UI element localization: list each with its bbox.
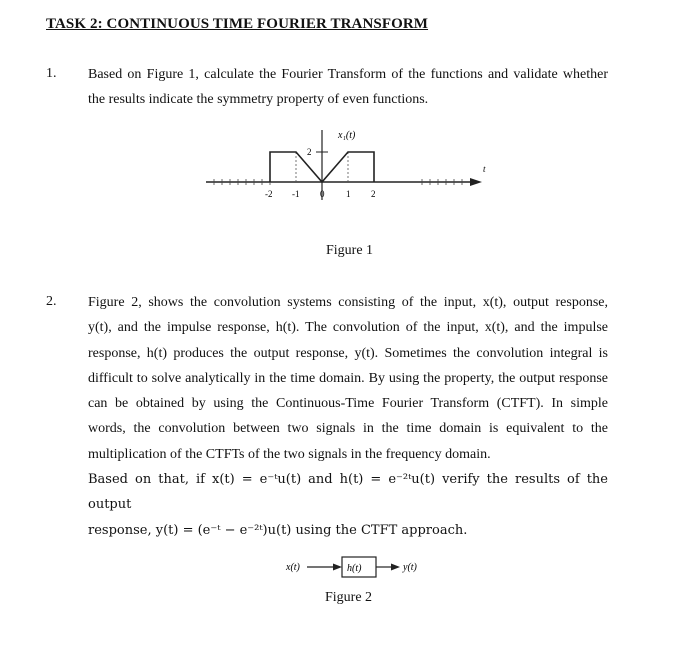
question-2-text	[88, 290, 608, 543]
question-2-line: response, y(t) = (e⁻ᵗ − e⁻²ᵗ)u(t) using the CTFT approach.	[88, 522, 468, 538]
question-2-line: can be obtained by using the Continuous-Time Fourier Transform (CTFT). In simple	[88, 396, 608, 412]
question-2-line: Figure 2, shows the convolution systems consisting of the input, x(t), output response,	[88, 295, 608, 310]
x-tick-label: -2	[265, 189, 273, 199]
figure-2-caption: Figure 2	[325, 590, 373, 605]
question-2-line: y(t), and the impulse response, h(t). The convolution of the input, x(t), and the impulse	[88, 320, 608, 336]
question-2-number: 2.	[46, 294, 57, 309]
question-1-line: the results indicate the symmetry property of even functions.	[88, 92, 429, 108]
question-1-number: 1.	[46, 66, 57, 81]
question-2-line: words, the convolution between two signals in the time domain is equivalent to the	[88, 421, 608, 437]
figure-1-caption: Figure 1	[326, 243, 374, 258]
question-2-line: multiplication of the CTFTs of the two signals in the frequency domain.	[88, 446, 491, 462]
signal-label: x₁(t)	[338, 130, 356, 141]
question-2-line: response, h(t) produces the output response, y(t). Sometimes the convolution integral is	[88, 345, 608, 361]
time-axis-label: t	[483, 164, 486, 174]
figure-2-block-diagram	[280, 552, 440, 582]
question-2-line: Based on that, if x(t) = e⁻ᵗu(t) and h(t) = e⁻²ᵗu(t) verify the results of the output	[88, 472, 608, 513]
question-1-line: Based on Figure 1, calculate the Fourier Transform of the functions and validate whether	[88, 67, 608, 82]
output-signal-label: y(t)	[403, 562, 417, 573]
question-2-line: difficult to solve analytically in the time domain. By using the property, the output response	[88, 370, 608, 386]
system-label: h(t)	[347, 563, 362, 574]
input-arrow-icon	[333, 564, 342, 571]
figure-1-plot	[200, 122, 500, 222]
task-title: TASK 2: CONTINUOUS TIME FOURIER TRANSFORM	[46, 16, 429, 32]
output-arrow-icon	[391, 564, 400, 571]
amplitude-tick-label: 2	[307, 147, 312, 157]
x-tick-label: 0	[320, 189, 325, 199]
time-axis-arrow-icon	[470, 178, 482, 186]
question-1-text	[88, 62, 608, 113]
x-tick-label: -1	[292, 189, 300, 199]
x-tick-label: 2	[371, 189, 376, 199]
input-signal-label: x(t)	[286, 562, 300, 573]
x-tick-label: 1	[346, 189, 351, 199]
